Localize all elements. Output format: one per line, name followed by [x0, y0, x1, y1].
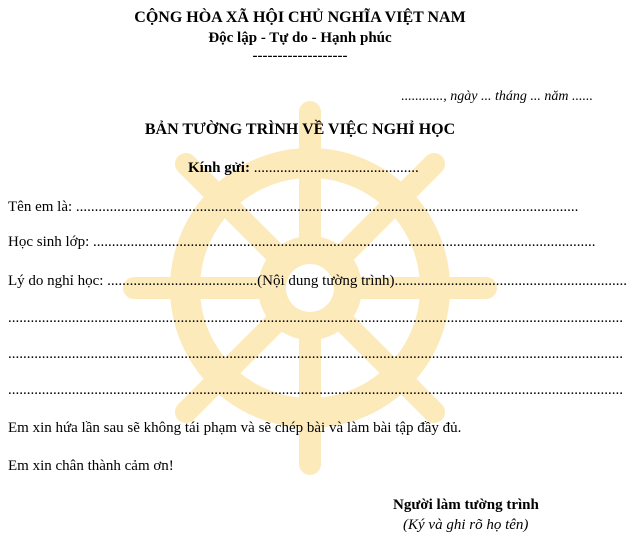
name-field[interactable]: ......................................................................................................................................: [75, 199, 579, 215]
class-label: Học sinh lớp:: [8, 234, 94, 250]
motto: Độc lập - Tự do - Hạnh phúc: [208, 30, 392, 46]
date-line: ............, ngày ... tháng ... năm ......: [401, 89, 593, 104]
promise-text: Em xin hứa lần sau sẽ không tái phạm và sẽ chép bài và làm bài tập đầy đủ.: [8, 420, 462, 436]
name-line: [8, 198, 579, 216]
separator: -------------------: [252, 48, 348, 64]
thanks-text: Em xin chân thành cảm ơn!: [8, 458, 174, 474]
recipient-field[interactable]: ............................................: [253, 160, 419, 176]
document-title: BẢN TƯỜNG TRÌNH VỀ VIỆC NGHỈ HỌC: [144, 121, 456, 138]
country-heading: CỘNG HÒA XÃ HỘI CHỦ NGHĨA VIỆT NAM: [134, 9, 466, 26]
blank-line[interactable]: ....................................................................................................................................................................: [8, 310, 623, 326]
blank-line[interactable]: ....................................................................................................................................................................: [8, 346, 623, 362]
name-label: Tên em là:: [8, 199, 76, 215]
recipient-label: Kính gửi:: [188, 160, 250, 176]
signature-title: Người làm tường trình: [393, 497, 539, 513]
reason-label: Lý do nghỉ học:: [8, 273, 108, 289]
class-field[interactable]: ......................................................................................................................................: [93, 234, 596, 250]
signature-note: (Ký và ghi rõ họ tên): [403, 517, 529, 533]
recipient-line: [188, 159, 419, 177]
reason-field[interactable]: ........................................(Nội dung tường trình)..............................................................: [107, 273, 627, 289]
blank-line[interactable]: ....................................................................................................................................................................: [8, 382, 623, 398]
class-line: [8, 233, 596, 251]
reason-line: [8, 272, 627, 290]
